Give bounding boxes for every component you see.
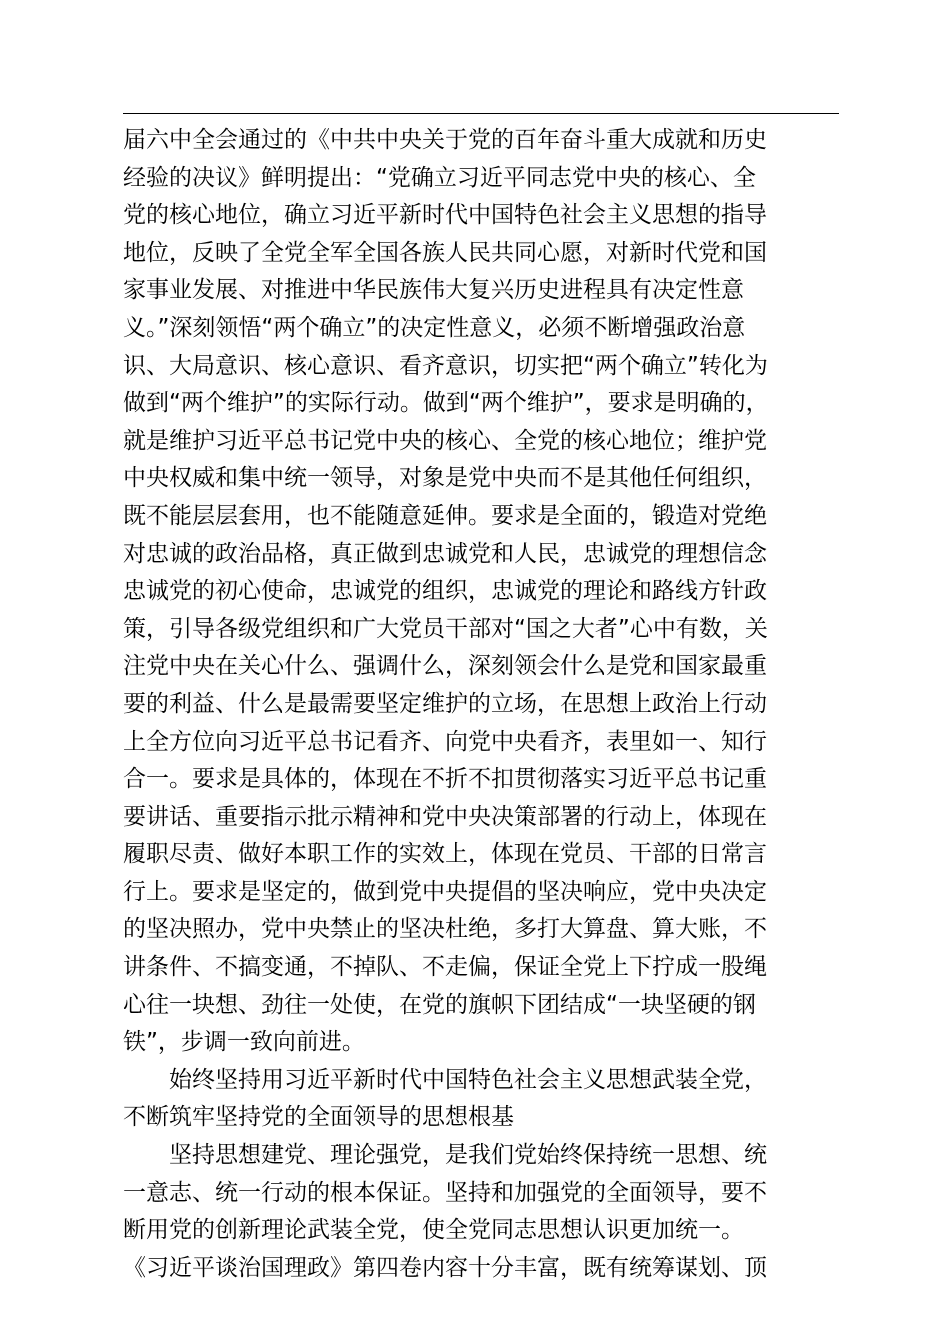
text-line: 一意志、统一行动的根本保证。坚持和加强党的全面领导，要不 bbox=[123, 1179, 767, 1206]
text-line: 就是维护习近平总书记党中央的核心、全党的核心地位；维护党 bbox=[123, 427, 767, 454]
text-line: 断用党的创新理论武装全党，使全党同志思想认识更加统一。 bbox=[123, 1217, 744, 1244]
text-line: 履职尽责、做好本职工作的实效上，体现在党员、干部的日常言 bbox=[123, 841, 767, 868]
text-line: 做到“两个维护”的实际行动。做到“两个维护”，要求是明确的， bbox=[123, 390, 769, 417]
text-line: 始终坚持用习近平新时代中国特色社会主义思想武装全党， bbox=[123, 1066, 767, 1093]
text-line: 行上。要求是坚定的，做到党中央提倡的坚决响应，党中央决定 bbox=[123, 878, 767, 905]
text-line: 中央权威和集中统一领导，对象是党中央而不是其他任何组织， bbox=[123, 465, 767, 492]
text-line: 心往一块想、劲往一处使，在党的旗帜下团结成“一块坚硬的钢 bbox=[123, 991, 756, 1018]
text-line: 地位，反映了全党全军全国各族人民共同心愿，对新时代党和国 bbox=[123, 239, 767, 266]
text-line: 不断筑牢坚持党的全面领导的思想根基 bbox=[123, 1104, 514, 1131]
text-line: 要讲话、重要指示批示精神和党中央决策部署的行动上，体现在 bbox=[123, 803, 767, 830]
text-line: 经验的决议》鲜明提出：“党确立习近平同志党中央的核心、全 bbox=[123, 164, 756, 191]
text-line: 家事业发展、对推进中华民族伟大复兴历史进程具有决定性意 bbox=[123, 277, 744, 304]
text-line: 党的核心地位，确立习近平新时代中国特色社会主义思想的指导 bbox=[123, 202, 767, 229]
text-line: 识、大局意识、核心意识、看齐意识，切实把“两个确立”转化为 bbox=[123, 352, 768, 379]
text-line: 对忠诚的政治品格，真正做到忠诚党和人民，忠诚党的理想信念 bbox=[123, 540, 767, 567]
text-line: 注党中央在关心什么、强调什么，深刻领会什么是党和国家最重 bbox=[123, 653, 767, 680]
text-line: 讲条件、不搞变通，不掉队、不走偏，保证全党上下拧成一股绳 bbox=[123, 954, 767, 981]
text-line: 届六中全会通过的《中共中央关于党的百年奋斗重大成就和历史 bbox=[123, 127, 767, 153]
text-line: 义。”深刻领悟“两个确立”的决定性意义，必须不断增强政治意 bbox=[123, 314, 746, 341]
text-line: 要的利益、什么是最需要坚定维护的立场，在思想上政治上行动 bbox=[123, 690, 767, 717]
text-line: 忠诚党的初心使命，忠诚党的组织，忠诚党的理论和路线方针政 bbox=[123, 578, 767, 605]
text-line: 铁”，步调一致向前进。 bbox=[123, 1029, 365, 1056]
text-line: 合一。要求是具体的，体现在不折不扣贯彻落实习近平总书记重 bbox=[123, 766, 767, 793]
header-rule bbox=[123, 113, 839, 114]
body-text bbox=[123, 122, 843, 1287]
text-line: 坚持思想建党、理论强党，是我们党始终保持统一思想、统 bbox=[123, 1142, 767, 1169]
text-line: 上全方位向习近平总书记看齐、向党中央看齐，表里如一、知行 bbox=[123, 728, 767, 755]
text-line: 《习近平谈治国理政》第四卷内容十分丰富，既有统筹谋划、顶 bbox=[123, 1254, 767, 1281]
text-line: 既不能层层套用，也不能随意延伸。要求是全面的，锻造对党绝 bbox=[123, 502, 767, 529]
text-line: 策，引导各级党组织和广大党员干部对“国之大者”心中有数，关 bbox=[123, 615, 768, 642]
text-line: 的坚决照办，党中央禁止的坚决杜绝，多打大算盘、算大账，不 bbox=[123, 916, 767, 943]
